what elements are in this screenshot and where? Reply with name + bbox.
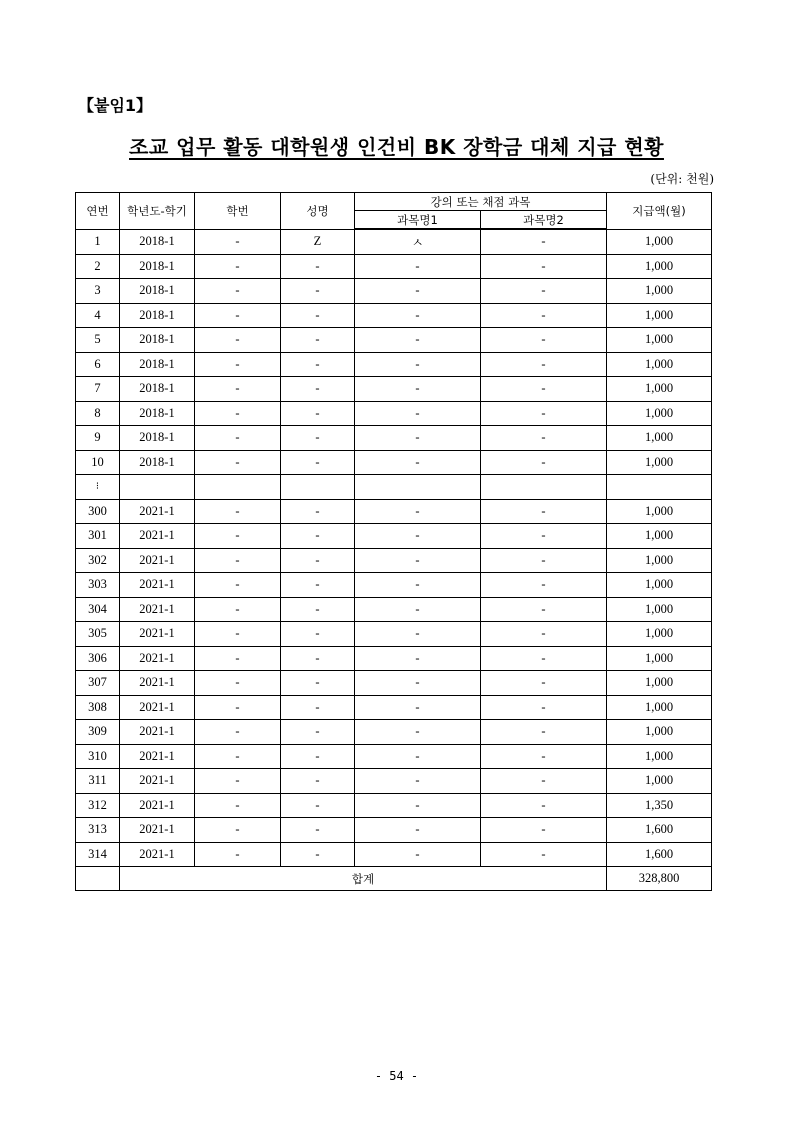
cell-course1: -: [355, 818, 481, 843]
cell-student-id: -: [195, 524, 281, 549]
cell-amount: 1,000: [607, 401, 712, 426]
cell-course2: -: [481, 524, 607, 549]
table-row: [76, 548, 712, 573]
cell-no: 310: [76, 744, 120, 769]
cell-course2: -: [481, 254, 607, 279]
table-row: [76, 499, 712, 524]
cell-course1: ㅅ: [355, 229, 481, 254]
table-body: [76, 229, 712, 891]
cell-course1: -: [355, 279, 481, 304]
cell-amount: 1,000: [607, 254, 712, 279]
cell-name: -: [281, 671, 355, 696]
cell-semester: 2021-1: [120, 720, 195, 745]
cell-semester: 2021-1: [120, 744, 195, 769]
cell-no: 1: [76, 229, 120, 254]
cell-name: -: [281, 377, 355, 402]
cell-course2: -: [481, 377, 607, 402]
cell-semester: 2018-1: [120, 303, 195, 328]
table-row: [76, 303, 712, 328]
cell-course2: -: [481, 499, 607, 524]
table-row: [76, 842, 712, 867]
table-row: [76, 573, 712, 598]
cell-no: 7: [76, 377, 120, 402]
header-course-group: 강의 또는 채점 과목: [355, 193, 607, 211]
header-student-id: 학번: [195, 193, 281, 230]
cell-amount: 1,350: [607, 793, 712, 818]
cell-amount: 1,000: [607, 524, 712, 549]
cell-course1: -: [355, 597, 481, 622]
header-amount: 지급액(월): [607, 193, 712, 230]
cell-student-id: -: [195, 254, 281, 279]
cell-course1: -: [355, 401, 481, 426]
cell-semester: 2021-1: [120, 769, 195, 794]
cell-amount: 1,000: [607, 744, 712, 769]
cell-name: -: [281, 622, 355, 647]
cell-amount: 1,000: [607, 622, 712, 647]
cell-amount: 1,000: [607, 229, 712, 254]
cell-course2: -: [481, 328, 607, 353]
cell-course2: -: [481, 450, 607, 475]
cell-name: -: [281, 254, 355, 279]
cell-amount: 1,000: [607, 573, 712, 598]
cell-course1: -: [355, 450, 481, 475]
cell-name: -: [281, 793, 355, 818]
header-semester: 학년도-학기: [120, 193, 195, 230]
cell-no: 313: [76, 818, 120, 843]
cell-student-id: -: [195, 450, 281, 475]
cell-amount: 1,000: [607, 499, 712, 524]
cell-student-id: -: [195, 842, 281, 867]
cell-amount: 1,000: [607, 377, 712, 402]
cell-student-id: -: [195, 646, 281, 671]
cell-course1: -: [355, 793, 481, 818]
cell-semester: 2018-1: [120, 279, 195, 304]
cell-student-id: -: [195, 426, 281, 451]
total-row: [76, 867, 712, 891]
cell-amount: 1,600: [607, 842, 712, 867]
cell-course2: -: [481, 303, 607, 328]
cell-name: [281, 475, 355, 500]
cell-no: 302: [76, 548, 120, 573]
cell-course1: -: [355, 548, 481, 573]
cell-course2: -: [481, 842, 607, 867]
cell-semester: 2021-1: [120, 524, 195, 549]
cell-student-id: -: [195, 818, 281, 843]
cell-amount: 1,000: [607, 426, 712, 451]
cell-course1: -: [355, 842, 481, 867]
cell-amount: 1,000: [607, 352, 712, 377]
cell-no: 312: [76, 793, 120, 818]
cell-amount: 1,000: [607, 328, 712, 353]
cell-name: -: [281, 548, 355, 573]
cell-course1: -: [355, 720, 481, 745]
table-row: [76, 475, 712, 500]
cell-course2: -: [481, 573, 607, 598]
page-title: [0, 131, 793, 160]
cell-student-id: -: [195, 377, 281, 402]
total-blank-cell: [76, 867, 120, 891]
cell-student-id: -: [195, 352, 281, 377]
table-row: [76, 328, 712, 353]
cell-semester: 2021-1: [120, 842, 195, 867]
cell-semester: 2018-1: [120, 229, 195, 254]
cell-course2: -: [481, 622, 607, 647]
cell-name: -: [281, 426, 355, 451]
cell-name: Z: [281, 229, 355, 254]
cell-no: 300: [76, 499, 120, 524]
cell-course1: -: [355, 646, 481, 671]
cell-course2: -: [481, 646, 607, 671]
cell-name: -: [281, 842, 355, 867]
cell-name: -: [281, 597, 355, 622]
cell-student-id: -: [195, 401, 281, 426]
cell-student-id: -: [195, 622, 281, 647]
cell-no: 303: [76, 573, 120, 598]
table-row: [76, 622, 712, 647]
cell-course1: -: [355, 328, 481, 353]
cell-student-id: -: [195, 793, 281, 818]
cell-name: -: [281, 818, 355, 843]
cell-course1: -: [355, 524, 481, 549]
cell-name: -: [281, 303, 355, 328]
table-row: [76, 229, 712, 254]
cell-student-id: -: [195, 744, 281, 769]
table-row: [76, 769, 712, 794]
cell-name: -: [281, 328, 355, 353]
page-number: - 54 -: [374, 1069, 419, 1083]
cell-course1: -: [355, 303, 481, 328]
unit-note: (단위: 천원): [650, 172, 714, 186]
cell-semester: 2018-1: [120, 426, 195, 451]
cell-course2: -: [481, 744, 607, 769]
table-row: [76, 671, 712, 696]
cell-student-id: -: [195, 720, 281, 745]
attachment-label: 【붙임1】: [78, 96, 153, 115]
table-row: [76, 646, 712, 671]
cell-name: -: [281, 499, 355, 524]
total-label: 합계: [120, 867, 607, 891]
cell-no: 6: [76, 352, 120, 377]
cell-no: 309: [76, 720, 120, 745]
cell-course1: -: [355, 573, 481, 598]
cell-student-id: -: [195, 499, 281, 524]
cell-student-id: -: [195, 671, 281, 696]
cell-semester: 2021-1: [120, 573, 195, 598]
cell-course2: -: [481, 695, 607, 720]
cell-semester: 2021-1: [120, 548, 195, 573]
cell-name: -: [281, 279, 355, 304]
table-row: [76, 279, 712, 304]
cell-course2: -: [481, 720, 607, 745]
cell-course1: -: [355, 426, 481, 451]
cell-course1: -: [355, 622, 481, 647]
cell-course2: -: [481, 229, 607, 254]
cell-name: -: [281, 646, 355, 671]
cell-semester: 2018-1: [120, 450, 195, 475]
cell-course2: -: [481, 279, 607, 304]
header-no: 연번: [76, 193, 120, 230]
cell-amount: 1,000: [607, 646, 712, 671]
cell-semester: 2021-1: [120, 597, 195, 622]
cell-semester: 2018-1: [120, 352, 195, 377]
table-row: [76, 377, 712, 402]
cell-no: 308: [76, 695, 120, 720]
cell-course1: -: [355, 352, 481, 377]
header-course1: 과목명1: [355, 211, 481, 230]
cell-semester: 2018-1: [120, 401, 195, 426]
cell-name: -: [281, 450, 355, 475]
cell-amount: 1,000: [607, 597, 712, 622]
cell-student-id: -: [195, 229, 281, 254]
cell-amount: [607, 475, 712, 500]
cell-no: 4: [76, 303, 120, 328]
table-row: [76, 720, 712, 745]
cell-student-id: -: [195, 548, 281, 573]
cell-course2: [481, 475, 607, 500]
cell-semester: 2021-1: [120, 622, 195, 647]
cell-course2: -: [481, 548, 607, 573]
cell-no: 307: [76, 671, 120, 696]
cell-amount: 1,000: [607, 769, 712, 794]
table-row: [76, 744, 712, 769]
cell-course1: -: [355, 671, 481, 696]
table-row: [76, 426, 712, 451]
payment-table: [75, 192, 712, 891]
cell-name: -: [281, 769, 355, 794]
cell-amount: 1,000: [607, 548, 712, 573]
cell-no: 3: [76, 279, 120, 304]
cell-course2: -: [481, 671, 607, 696]
cell-semester: 2021-1: [120, 646, 195, 671]
cell-name: -: [281, 524, 355, 549]
cell-student-id: -: [195, 769, 281, 794]
cell-amount: 1,600: [607, 818, 712, 843]
cell-no: 304: [76, 597, 120, 622]
table-row: [76, 401, 712, 426]
cell-semester: 2018-1: [120, 328, 195, 353]
cell-student-id: -: [195, 695, 281, 720]
cell-course2: -: [481, 818, 607, 843]
cell-semester: 2021-1: [120, 793, 195, 818]
total-value: 328,800: [607, 867, 712, 891]
cell-semester: 2018-1: [120, 254, 195, 279]
cell-course1: -: [355, 377, 481, 402]
cell-no: 5: [76, 328, 120, 353]
cell-name: -: [281, 573, 355, 598]
cell-amount: 1,000: [607, 450, 712, 475]
cell-course1: [355, 475, 481, 500]
page-title-text: 조교 업무 활동 대학원생 인건비 BK 장학금 대체 지급 현황: [129, 135, 664, 159]
table-row: [76, 818, 712, 843]
table-row: [76, 352, 712, 377]
table-row: [76, 597, 712, 622]
cell-amount: 1,000: [607, 671, 712, 696]
cell-semester: 2018-1: [120, 377, 195, 402]
cell-no: 311: [76, 769, 120, 794]
cell-course1: -: [355, 499, 481, 524]
cell-name: -: [281, 401, 355, 426]
cell-amount: 1,000: [607, 303, 712, 328]
cell-no: 305: [76, 622, 120, 647]
cell-name: -: [281, 744, 355, 769]
header-course2: 과목명2: [481, 211, 607, 230]
table-row: [76, 450, 712, 475]
cell-course1: -: [355, 254, 481, 279]
cell-student-id: -: [195, 573, 281, 598]
cell-amount: 1,000: [607, 695, 712, 720]
table-row: [76, 695, 712, 720]
cell-no: ⁝: [76, 475, 120, 500]
cell-no: 2: [76, 254, 120, 279]
cell-amount: 1,000: [607, 279, 712, 304]
cell-student-id: -: [195, 279, 281, 304]
cell-student-id: -: [195, 597, 281, 622]
cell-name: -: [281, 720, 355, 745]
table-row: [76, 524, 712, 549]
cell-course1: -: [355, 744, 481, 769]
table-row: [76, 793, 712, 818]
cell-course1: -: [355, 695, 481, 720]
cell-semester: 2021-1: [120, 499, 195, 524]
cell-course2: -: [481, 426, 607, 451]
cell-no: 301: [76, 524, 120, 549]
cell-course1: -: [355, 769, 481, 794]
cell-no: 314: [76, 842, 120, 867]
cell-course2: -: [481, 793, 607, 818]
cell-course2: -: [481, 597, 607, 622]
cell-student-id: [195, 475, 281, 500]
cell-amount: 1,000: [607, 720, 712, 745]
cell-no: 10: [76, 450, 120, 475]
cell-student-id: -: [195, 303, 281, 328]
cell-semester: [120, 475, 195, 500]
cell-course2: -: [481, 352, 607, 377]
cell-no: 9: [76, 426, 120, 451]
cell-course2: -: [481, 769, 607, 794]
cell-name: -: [281, 352, 355, 377]
table-row: [76, 254, 712, 279]
cell-name: -: [281, 695, 355, 720]
cell-semester: 2021-1: [120, 695, 195, 720]
cell-semester: 2021-1: [120, 671, 195, 696]
cell-no: 8: [76, 401, 120, 426]
cell-course2: -: [481, 401, 607, 426]
cell-no: 306: [76, 646, 120, 671]
header-name: 성명: [281, 193, 355, 230]
cell-student-id: -: [195, 328, 281, 353]
cell-semester: 2021-1: [120, 818, 195, 843]
